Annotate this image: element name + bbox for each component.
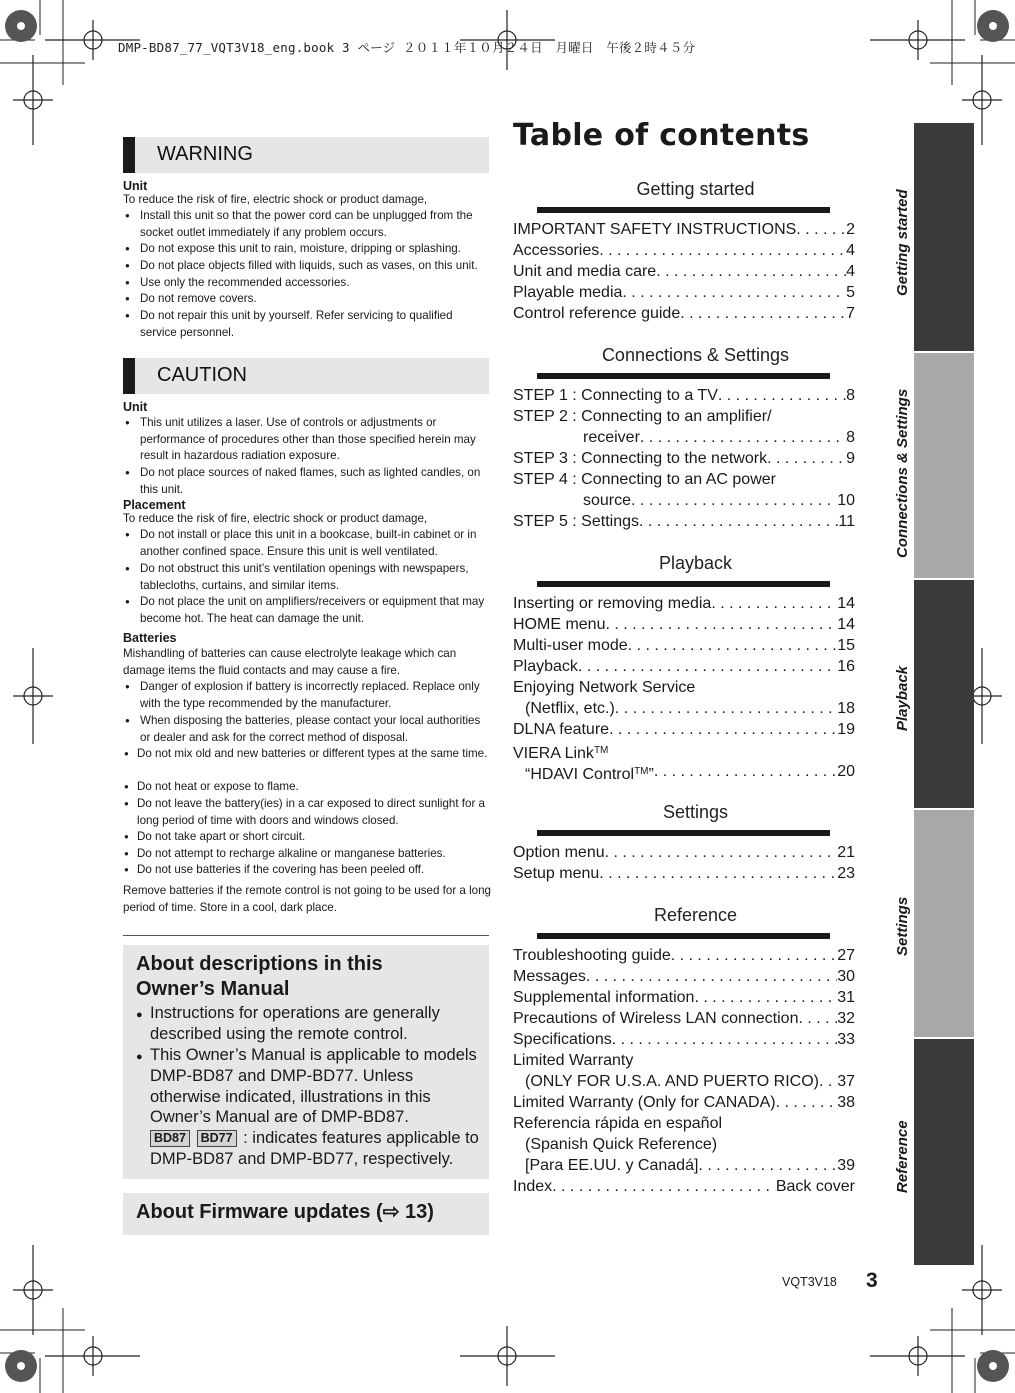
warning-item: ● Do not remove covers. — [123, 291, 491, 308]
caution-title: CAUTION — [157, 364, 247, 386]
battery-item: ● Do not attempt to recharge alkaline or manganese batteries. — [123, 846, 491, 863]
toc-entry-line[interactable]: STEP 4 : Connecting to an AC power — [513, 471, 776, 488]
about-item: ● This Owner’s Manual is applicable to models DMP-BD87 and DMP-BD77. Unless otherwise indicated, illustrations in this Owner’s Manual are of DMP-BD87. — [136, 1045, 481, 1128]
battery-item: ● Do not leave the battery(ies) in a car exposed to direct sunlight for a long period of time with doors and windows closed. — [123, 796, 491, 829]
toc-entry[interactable]: Unit and media care . . . 4 — [513, 261, 855, 282]
section-reference: Reference — [653, 905, 738, 925]
battery-item: ● When disposing the batteries, please contact your local authorities or dealer and ask for the correct method of disposal. — [123, 713, 491, 746]
toc-entry-line[interactable]: (Spanish Quick Reference) — [525, 1136, 718, 1153]
toc-entry[interactable]: Precautions of Wireless LAN connection . . . 32 — [513, 1008, 855, 1029]
toc-entry[interactable]: Playable media . . . 5 — [513, 282, 855, 303]
tag-bd77: BD77 — [197, 1130, 237, 1147]
tab-reference[interactable] — [914, 1039, 974, 1265]
about-title-line2: Owner’s Manual — [136, 978, 290, 1000]
toc-entry-line[interactable]: Enjoying Network Service — [513, 679, 696, 696]
tab-label-getting-started: Getting started — [894, 189, 911, 296]
caution-item: ● This unit utilizes a laser. Use of controls or adjustments or performance of procedures other than those specified herein may result in hazardous radiation exposure. — [123, 415, 491, 465]
firmware-box — [123, 1193, 489, 1235]
section-rule — [537, 933, 830, 939]
warning-item: ● Do not expose this unit to rain, moisture, dripping or splashing. — [123, 241, 491, 258]
toc-entry[interactable]: STEP 3 : Connecting to the network . . . 9 — [513, 448, 855, 469]
toc-entry[interactable]: HOME menu . . . 14 — [513, 614, 855, 635]
section-getting-started: Getting started — [636, 179, 755, 199]
about-descriptions-box — [123, 945, 489, 1179]
toc-entry[interactable]: (ONLY FOR U.S.A. AND PUERTO RICO) . . . 37 — [525, 1071, 855, 1092]
tab-getting-started[interactable] — [914, 123, 974, 351]
warning-intro: To reduce the risk of fire, electric shock or product damage, — [123, 193, 428, 206]
toc-entry[interactable]: source . . . 10 — [583, 490, 855, 511]
warning-title: WARNING — [157, 143, 253, 165]
toc-entry[interactable]: [Para EE.UU. y Canadá] . . . 39 — [525, 1155, 855, 1176]
toc-entry-line[interactable]: VIERA Link™ — [513, 745, 609, 762]
section-settings: Settings — [662, 802, 729, 822]
tab-bg — [914, 123, 974, 351]
section-rule — [537, 581, 830, 587]
model-tags-note — [136, 1128, 481, 1170]
toc-entry[interactable]: Playback . . . 16 — [513, 656, 855, 677]
toc-entry[interactable]: Index . . . Back cover — [513, 1176, 855, 1197]
warning-unit-heading: Unit — [123, 179, 148, 193]
section-marker — [123, 358, 135, 394]
toc-entry[interactable]: STEP 5 : Settings . . . 11 — [513, 511, 855, 532]
tab-label-reference: Reference — [894, 1120, 911, 1193]
toc-entry[interactable]: (Netflix, etc.) . . . 18 — [525, 698, 855, 719]
section-rule — [537, 830, 830, 836]
toc-entry[interactable]: Inserting or removing media . . . 14 — [513, 593, 855, 614]
battery-item: ● Do not take apart or short circuit. — [123, 829, 491, 846]
caution-item: ● Do not place sources of naked flames, such as lighted candles, on this unit. — [123, 465, 491, 498]
toc-entry[interactable]: Limited Warranty (Only for CANADA) . . . 38 — [513, 1092, 855, 1113]
toc-entry[interactable]: STEP 1 : Connecting to a TV . . . 8 — [513, 385, 855, 406]
tab-connections-settings[interactable] — [914, 353, 974, 578]
battery-item: ● Do not heat or expose to flame. — [123, 779, 491, 796]
divider — [123, 935, 489, 936]
about-item: ● Instructions for operations are generally described using the remote control. — [136, 1003, 481, 1045]
toc-entry[interactable]: Messages . . . 30 — [513, 966, 855, 987]
toc-entry[interactable]: Troubleshooting guide . . . 27 — [513, 945, 855, 966]
file-header: DMP-BD87_77_VQT3V18_eng.book 3 ページ ２０１１年１０月２４日 月曜日 午後２時４５分 — [118, 40, 696, 55]
page-number: 3 — [866, 1269, 878, 1292]
warning-item: ● Do not repair this unit by yourself. Refer servicing to qualified service personnel. — [123, 308, 491, 341]
toc-entry[interactable]: Control reference guide . . . 7 — [513, 303, 855, 324]
tab-bg — [914, 580, 974, 808]
placement-item: ● Do not place the unit on amplifiers/receivers or equipment that may become hot. The heat can damage the unit. — [123, 594, 491, 627]
warning-header — [123, 137, 489, 173]
tab-label-playback: Playback — [894, 665, 911, 731]
toc-entry[interactable]: receiver . . . 8 — [583, 427, 855, 448]
battery-item: ● Do not mix old and new batteries or different types at the same time. — [123, 746, 491, 763]
remove-batteries-note: Remove batteries if the remote control is not going to be used for a long period of time. Store in a cool, dark place. — [123, 884, 491, 914]
tab-bg — [914, 1039, 974, 1265]
toc-entry[interactable]: IMPORTANT SAFETY INSTRUCTIONS . . . 2 — [513, 219, 855, 240]
tab-label-connections: Connections & Settings — [894, 388, 911, 558]
toc-entry-line[interactable]: STEP 2 : Connecting to an amplifier/ — [513, 408, 772, 425]
toc-entry-line[interactable]: Limited Warranty — [513, 1052, 634, 1069]
battery-item: ● Do not use batteries if the covering has been peeled off. — [123, 862, 491, 879]
section-playback: Playback — [658, 553, 733, 573]
caution-header — [123, 358, 489, 394]
toc-title: Table of contents — [513, 118, 810, 153]
warning-item: ● Use only the recommended accessories. — [123, 275, 491, 292]
toc-entry[interactable]: Setup menu . . . 23 — [513, 863, 855, 884]
toc-entry[interactable]: Supplemental information . . . 31 — [513, 987, 855, 1008]
placement-intro: To reduce the risk of fire, electric shock or product damage, — [123, 512, 428, 525]
tab-bg — [914, 810, 974, 1037]
tag-bd87: BD87 — [150, 1130, 190, 1147]
section-connections: Connections & Settings — [601, 345, 790, 365]
toc-entry[interactable]: Option menu . . . 21 — [513, 842, 855, 863]
toc-entry[interactable]: DLNA feature . . . 19 — [513, 719, 855, 740]
tag-text: : indicates features applicable to DMP-BD87 and DMP-BD77, respectively. — [150, 1129, 479, 1168]
toc-entry[interactable]: Accessories . . . 4 — [513, 240, 855, 261]
footer-code: VQT3V18 — [782, 1275, 837, 1289]
placement-item: ● Do not obstruct this unit’s ventilation openings with newspapers, tablecloths, curtains, and similar items. — [123, 561, 491, 594]
section-marker — [123, 137, 135, 173]
warning-item: ● Install this unit so that the power cord can be unplugged from the socket outlet immediately if any problem occurs. — [123, 208, 491, 241]
toc-entry-line[interactable]: Referencia rápida en español — [513, 1115, 723, 1132]
caution-unit-heading: Unit — [123, 400, 148, 414]
firmware-title: About Firmware updates (⇨ 13) — [136, 1201, 434, 1223]
tab-playback[interactable] — [914, 580, 974, 808]
section-rule — [537, 373, 830, 379]
toc-entry[interactable]: “HDAVI Control™” . . . 20 — [525, 761, 855, 785]
toc-entry[interactable]: Multi-user mode . . . 15 — [513, 635, 855, 656]
battery-item: ● Danger of explosion if battery is incorrectly replaced. Replace only with the type recommended by the manufacturer. — [123, 679, 491, 712]
tab-label-settings: Settings — [894, 896, 911, 956]
section-rule — [537, 207, 830, 213]
placement-item: ● Do not install or place this unit in a bookcase, built-in cabinet or in another confined space. Ensure this unit is well ventilated. — [123, 527, 491, 560]
tab-settings[interactable] — [914, 810, 974, 1037]
toc-entry[interactable]: Specifications . . . 33 — [513, 1029, 855, 1050]
batteries-intro: Mishandling of batteries can cause electrolyte leakage which can damage items the fluid contacts and may cause a fire. — [123, 647, 457, 677]
batteries-heading: Batteries — [123, 631, 177, 645]
placement-heading: Placement — [123, 498, 186, 512]
tab-bg — [914, 353, 974, 578]
warning-item: ● Do not place objects filled with liquids, such as vases, on this unit. — [123, 258, 491, 275]
about-title-line1: About descriptions in this — [136, 953, 383, 975]
